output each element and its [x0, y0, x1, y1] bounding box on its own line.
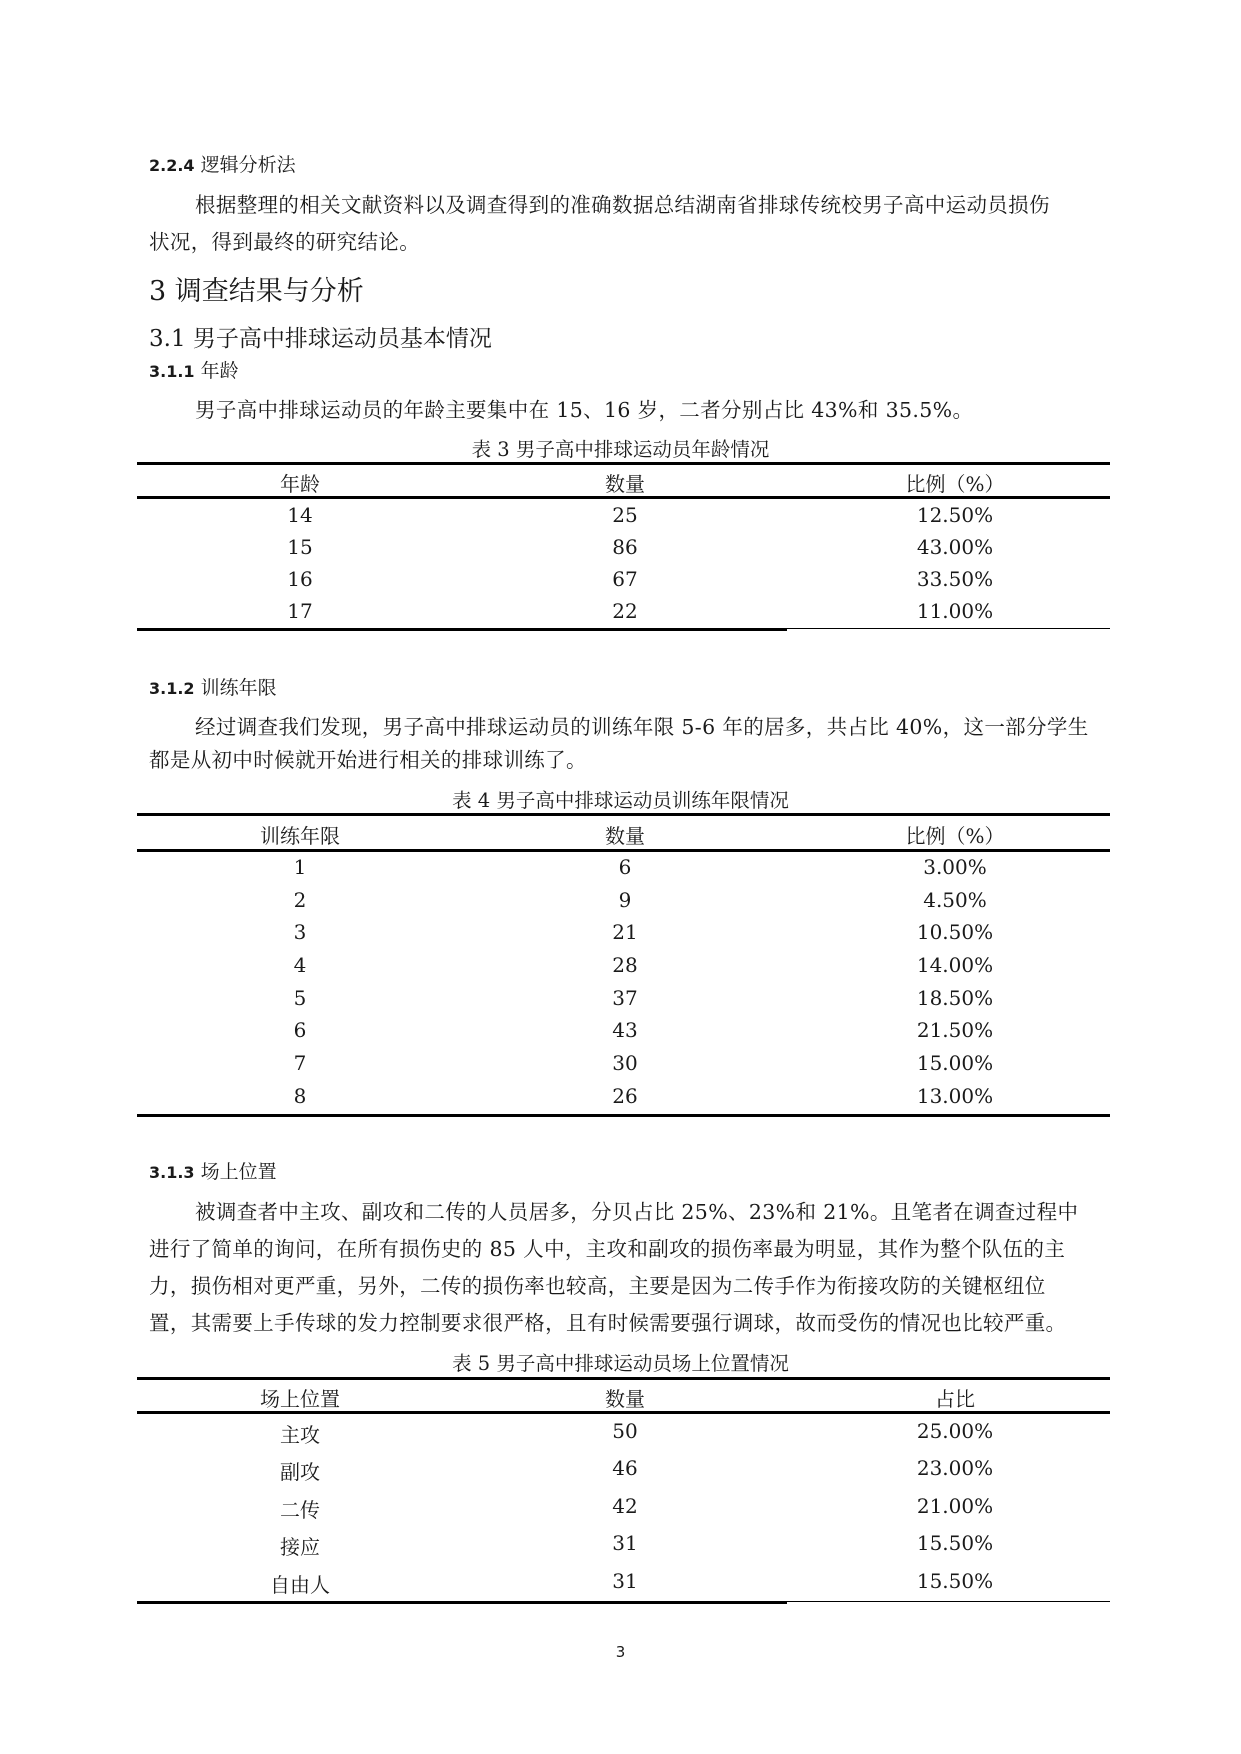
table-cell: 4.50%	[923, 888, 987, 912]
table-header: 比例（%）	[905, 824, 1005, 848]
table-cell: 18.50%	[916, 986, 994, 1010]
table-top-rule	[137, 813, 1110, 816]
paragraph-line: 进行了简单的询问，在所有损伤史的 85 人中，主攻和副攻的损伤率最为明显，其作为整个队伍的主	[149, 1237, 1066, 1261]
table-bottom-rule-thin	[787, 628, 1110, 629]
table-cell: 13.00%	[916, 1084, 994, 1108]
table-cell: 43	[612, 1018, 638, 1042]
heading-title: 年龄	[200, 360, 239, 382]
table-cell: 28	[612, 953, 638, 977]
heading-3-1-2	[149, 673, 277, 700]
table-cell: 67	[612, 567, 638, 591]
table-4-caption: 表 4 男子高中排球运动员训练年限情况	[452, 789, 789, 812]
table-cell: 21.00%	[916, 1494, 994, 1518]
table-cell: 副攻	[280, 1460, 320, 1484]
page-number: 3	[615, 1643, 626, 1661]
paragraph-line: 都是从初中时候就开始进行相关的排球训练了。	[149, 748, 587, 772]
table-cell: 9	[618, 888, 632, 912]
heading-number: 3.1.2	[149, 679, 195, 698]
heading-title: 逻辑分析法	[200, 154, 296, 176]
table-header: 占比	[935, 1387, 975, 1411]
table-cell: 50	[612, 1419, 638, 1443]
table-cell: 10.50%	[916, 920, 994, 944]
table-cell: 6	[618, 855, 632, 879]
table-top-rule	[137, 1377, 1110, 1380]
table-cell: 自由人	[270, 1573, 330, 1597]
table-cell: 接应	[280, 1535, 320, 1559]
table-cell: 31	[612, 1531, 638, 1555]
table-cell: 5	[293, 986, 307, 1010]
table-cell: 3.00%	[923, 855, 987, 879]
table-cell: 25	[612, 503, 638, 527]
table-cell: 26	[612, 1084, 638, 1108]
table-cell: 15.50%	[916, 1569, 994, 1593]
table-header: 场上位置	[260, 1387, 340, 1411]
heading-3-1-3	[149, 1157, 277, 1184]
table-cell: 46	[612, 1456, 638, 1480]
heading-number: 2.2.4	[149, 156, 195, 175]
table-cell: 二传	[280, 1498, 320, 1522]
table-cell: 33.50%	[916, 567, 994, 591]
table-bottom-rule	[137, 1114, 1110, 1117]
table-header: 数量	[605, 1387, 645, 1411]
table-cell: 14.00%	[916, 953, 994, 977]
table-cell: 86	[612, 535, 638, 559]
table-cell: 17	[287, 599, 313, 623]
table-cell: 43.00%	[916, 535, 994, 559]
table-bottom-rule	[137, 1601, 787, 1604]
table-cell: 22	[612, 599, 638, 623]
table-header: 比例（%）	[905, 472, 1005, 496]
paragraph-line: 被调查者中主攻、副攻和二传的人员居多，分贝占比 25%、23%和 21%。且笔者在调查过程中	[195, 1200, 1079, 1224]
paragraph-line: 经过调查我们发现，男子高中排球运动员的训练年限 5-6 年的居多，共占比 40%，这一部分学生	[195, 715, 1089, 739]
heading-3-1-1	[149, 356, 239, 383]
table-cell: 主攻	[280, 1423, 320, 1447]
table-cell: 42	[612, 1494, 638, 1518]
table-top-rule	[137, 462, 1110, 465]
paragraph-line: 力，损伤相对更严重，另外，二传的损伤率也较高，主要是因为二传手作为衔接攻防的关键枢纽位	[149, 1274, 1046, 1298]
paragraph-line: 男子高中排球运动员的年龄主要集中在 15、16 岁，二者分别占比 43%和 35.5%。	[195, 398, 974, 422]
table-cell: 1	[293, 855, 307, 879]
table-cell: 15.00%	[916, 1051, 994, 1075]
table-header-rule	[137, 496, 1110, 499]
table-header: 数量	[605, 824, 645, 848]
table-header-rule	[137, 849, 1110, 852]
table-cell: 15	[287, 535, 313, 559]
table-cell: 4	[293, 953, 307, 977]
table-3-caption: 表 3 男子高中排球运动员年龄情况	[471, 438, 770, 461]
table-header: 数量	[605, 472, 645, 496]
table-cell: 14	[287, 503, 313, 527]
table-cell: 8	[293, 1084, 307, 1108]
table-header: 训练年限	[260, 824, 340, 848]
paragraph-line: 状况，得到最终的研究结论。	[149, 230, 421, 254]
paragraph-line: 根据整理的相关文献资料以及调查得到的准确数据总结湖南省排球传统校男子高中运动员损伤	[195, 193, 1050, 217]
table-header: 年龄	[280, 472, 320, 496]
table-cell: 7	[293, 1051, 307, 1075]
table-bottom-rule	[137, 628, 787, 631]
table-cell: 6	[293, 1018, 307, 1042]
heading-3-1: 3.1 男子高中排球运动员基本情况	[149, 326, 492, 352]
table-cell: 16	[287, 567, 313, 591]
table-cell: 3	[293, 920, 307, 944]
table-cell: 21.50%	[916, 1018, 994, 1042]
table-cell: 11.00%	[916, 599, 994, 623]
table-5-caption: 表 5 男子高中排球运动员场上位置情况	[452, 1352, 789, 1375]
table-bottom-rule-thin	[787, 1601, 1110, 1602]
table-cell: 2	[293, 888, 307, 912]
table-cell: 21	[612, 920, 638, 944]
heading-3: 3 调查结果与分析	[149, 276, 364, 307]
paragraph-line: 置，其需要上手传球的发力控制要求很严格，且有时候需要强行调球，故而受伤的情况也比较严重。	[149, 1311, 1067, 1335]
heading-2-2-4	[149, 150, 296, 177]
table-cell: 37	[612, 986, 638, 1010]
table-cell: 23.00%	[916, 1456, 994, 1480]
table-cell: 12.50%	[916, 503, 994, 527]
table-cell: 30	[612, 1051, 638, 1075]
heading-title: 场上位置	[200, 1161, 277, 1183]
heading-title: 训练年限	[200, 677, 277, 699]
table-cell: 31	[612, 1569, 638, 1593]
heading-number: 3.1.3	[149, 1163, 195, 1182]
heading-number: 3.1.1	[149, 362, 195, 381]
table-cell: 25.00%	[916, 1419, 994, 1443]
table-cell: 15.50%	[916, 1531, 994, 1555]
table-header-rule	[137, 1411, 1110, 1414]
